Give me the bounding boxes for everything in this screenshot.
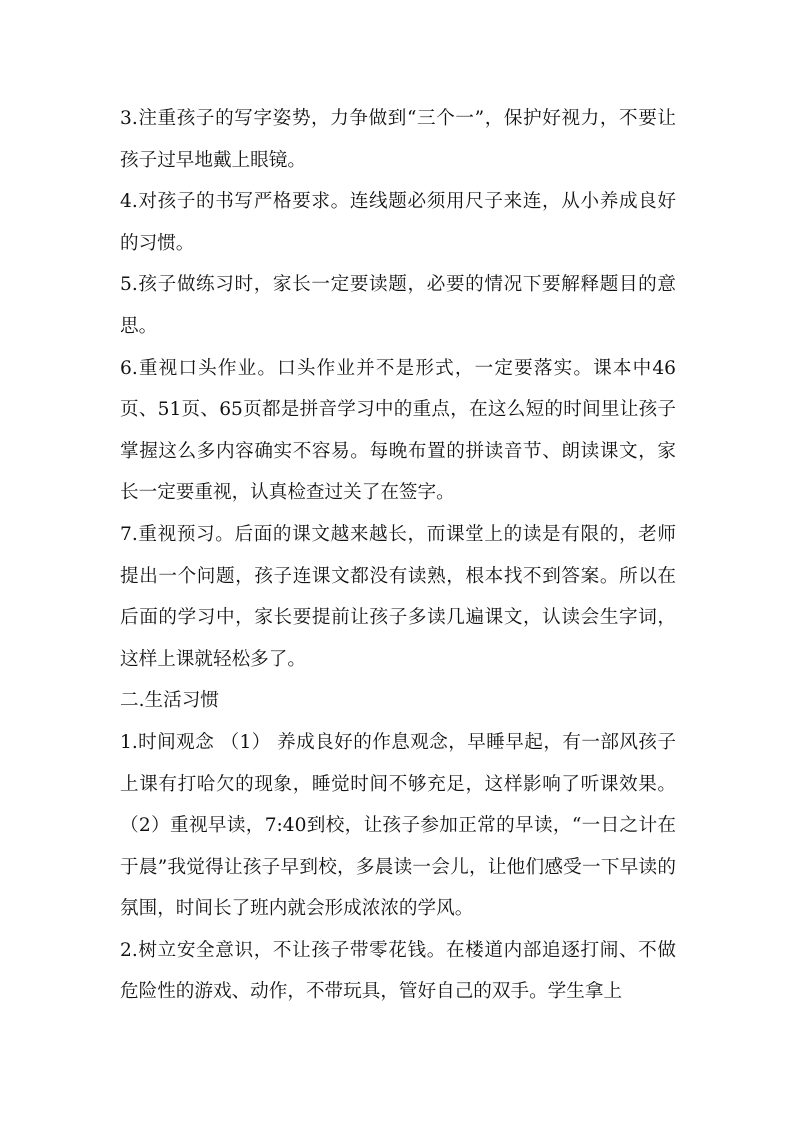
paragraph-item-7: 7.重视预习。后面的课文越来越长，而课堂上的读是有限的，老师提出一个问题，孩子连课文都没有读熟，根本找不到答案。所以在后面的学习中，家长要提前让孩子多读几遍课文，认读会生字词，这样上课就轻松多了。 bbox=[120, 523, 676, 670]
section-heading-life-habits: 二.生活习惯 bbox=[120, 690, 219, 712]
paragraph-time-concept: 1.时间观念 （1） 养成良好的作息观念，早睡早起，有一部风孩子上课有打哈欠的现象，睡觉时间不够充足，这样影响了听课效果。（2）重视早读，7:40到校，让孩子参加正常的早读，“一日之计在于晨”我觉得让孩子早到校，多晨读一会儿，让他们感受一下早读的氛围，时间长了班内就会形成浓浓的学风。 bbox=[120, 731, 676, 920]
paragraph-item-5: 5.孩子做练习时，家长一定要读题，必要的情况下要解释题目的意思。 bbox=[120, 274, 676, 337]
document-body bbox=[120, 98, 676, 1013]
paragraph-item-6: 6.重视口头作业。口头作业并不是形式，一定要落实。课本中46页、51页、65页都是拼音学习中的重点，在这么短的时间里让孩子掌握这么多内容确实不容易。每晚布置的拼读音节、朗读课文，家长一定要重视，认真检查过关了在签字。 bbox=[120, 357, 676, 504]
paragraph-item-3: 3.注重孩子的写字姿势，力争做到“三个一”，保护好视力，不要让孩子过早地戴上眼镜。 bbox=[120, 108, 676, 171]
paragraph-item-4: 4.对孩子的书写严格要求。连线题必须用尺子来连，从小养成良好的习惯。 bbox=[120, 191, 676, 254]
paragraph-safety-awareness: 2.树立安全意识，不让孩子带零花钱。在楼道内部追逐打闹、不做危险性的游戏、动作，不带玩具，管好自己的双手。学生拿上 bbox=[120, 939, 676, 1003]
